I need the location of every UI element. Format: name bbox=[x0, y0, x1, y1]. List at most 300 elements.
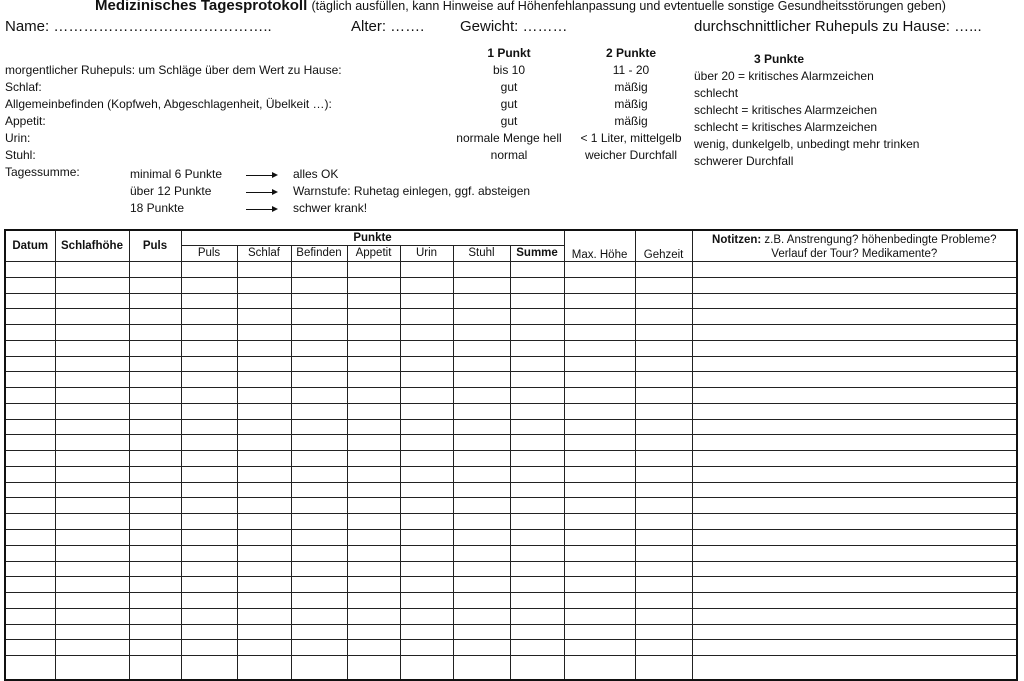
table-cell[interactable] bbox=[55, 498, 129, 514]
table-cell[interactable] bbox=[692, 656, 1017, 680]
table-cell[interactable] bbox=[237, 293, 291, 309]
table-cell[interactable] bbox=[510, 419, 564, 435]
table-cell[interactable] bbox=[181, 498, 237, 514]
table-cell[interactable] bbox=[510, 356, 564, 372]
table-cell[interactable] bbox=[692, 403, 1017, 419]
table-cell[interactable] bbox=[5, 577, 55, 593]
table-cell[interactable] bbox=[237, 388, 291, 404]
table-cell[interactable] bbox=[692, 545, 1017, 561]
table-cell[interactable] bbox=[55, 435, 129, 451]
table-cell[interactable] bbox=[453, 545, 510, 561]
table-cell[interactable] bbox=[453, 593, 510, 609]
table-cell[interactable] bbox=[510, 530, 564, 546]
table-cell[interactable] bbox=[692, 325, 1017, 341]
table-cell[interactable] bbox=[400, 309, 453, 325]
table-cell[interactable] bbox=[510, 262, 564, 278]
table-cell[interactable] bbox=[453, 388, 510, 404]
table-cell[interactable] bbox=[453, 309, 510, 325]
table-cell[interactable] bbox=[453, 356, 510, 372]
table-cell[interactable] bbox=[181, 545, 237, 561]
table-cell[interactable] bbox=[564, 435, 635, 451]
table-cell[interactable] bbox=[692, 340, 1017, 356]
age-field[interactable]: Alter: ……. bbox=[351, 18, 425, 35]
table-cell[interactable] bbox=[564, 340, 635, 356]
table-cell[interactable] bbox=[635, 372, 692, 388]
table-cell[interactable] bbox=[453, 466, 510, 482]
table-cell[interactable] bbox=[692, 514, 1017, 530]
table-cell[interactable] bbox=[55, 514, 129, 530]
table-cell[interactable] bbox=[347, 403, 400, 419]
table-cell[interactable] bbox=[129, 514, 181, 530]
table-cell[interactable] bbox=[129, 530, 181, 546]
table-cell[interactable] bbox=[291, 372, 347, 388]
table-cell[interactable] bbox=[400, 514, 453, 530]
table-cell[interactable] bbox=[55, 593, 129, 609]
table-cell[interactable] bbox=[510, 388, 564, 404]
table-cell[interactable] bbox=[55, 403, 129, 419]
table-cell[interactable] bbox=[55, 388, 129, 404]
table-cell[interactable] bbox=[510, 466, 564, 482]
table-cell[interactable] bbox=[55, 356, 129, 372]
table-cell[interactable] bbox=[692, 593, 1017, 609]
table-cell[interactable] bbox=[400, 356, 453, 372]
table-cell[interactable] bbox=[564, 656, 635, 680]
table-cell[interactable] bbox=[564, 640, 635, 656]
table-cell[interactable] bbox=[510, 640, 564, 656]
table-cell[interactable] bbox=[692, 356, 1017, 372]
table-cell[interactable] bbox=[453, 262, 510, 278]
table-cell[interactable] bbox=[510, 545, 564, 561]
table-cell[interactable] bbox=[635, 309, 692, 325]
table-cell[interactable] bbox=[453, 451, 510, 467]
table-cell[interactable] bbox=[692, 451, 1017, 467]
table-cell[interactable] bbox=[291, 325, 347, 341]
table-cell[interactable] bbox=[453, 561, 510, 577]
table-cell[interactable] bbox=[181, 325, 237, 341]
table-cell[interactable] bbox=[291, 451, 347, 467]
table-cell[interactable] bbox=[55, 466, 129, 482]
table-cell[interactable] bbox=[55, 262, 129, 278]
table-cell[interactable] bbox=[291, 356, 347, 372]
table-cell[interactable] bbox=[237, 530, 291, 546]
table-cell[interactable] bbox=[453, 608, 510, 624]
table-cell[interactable] bbox=[564, 482, 635, 498]
table-cell[interactable] bbox=[692, 435, 1017, 451]
table-cell[interactable] bbox=[400, 640, 453, 656]
table-cell[interactable] bbox=[129, 656, 181, 680]
table-cell[interactable] bbox=[55, 545, 129, 561]
table-cell[interactable] bbox=[237, 419, 291, 435]
table-cell[interactable] bbox=[347, 277, 400, 293]
table-cell[interactable] bbox=[347, 293, 400, 309]
table-cell[interactable] bbox=[129, 388, 181, 404]
table-cell[interactable] bbox=[291, 656, 347, 680]
table-cell[interactable] bbox=[129, 325, 181, 341]
table-cell[interactable] bbox=[635, 262, 692, 278]
table-cell[interactable] bbox=[5, 403, 55, 419]
table-cell[interactable] bbox=[55, 482, 129, 498]
table-cell[interactable] bbox=[55, 325, 129, 341]
table-cell[interactable] bbox=[635, 545, 692, 561]
table-cell[interactable] bbox=[510, 593, 564, 609]
table-cell[interactable] bbox=[400, 561, 453, 577]
table-cell[interactable] bbox=[181, 624, 237, 640]
table-cell[interactable] bbox=[237, 435, 291, 451]
table-cell[interactable] bbox=[347, 593, 400, 609]
table-cell[interactable] bbox=[291, 498, 347, 514]
table-cell[interactable] bbox=[181, 514, 237, 530]
table-cell[interactable] bbox=[635, 325, 692, 341]
resting-pulse-field[interactable]: durchschnittlicher Ruhepuls zu Hause: …... bbox=[694, 18, 982, 35]
table-cell[interactable] bbox=[55, 577, 129, 593]
table-cell[interactable] bbox=[692, 262, 1017, 278]
table-cell[interactable] bbox=[347, 482, 400, 498]
table-cell[interactable] bbox=[692, 419, 1017, 435]
table-cell[interactable] bbox=[237, 466, 291, 482]
table-cell[interactable] bbox=[291, 340, 347, 356]
table-cell[interactable] bbox=[181, 419, 237, 435]
table-cell[interactable] bbox=[347, 608, 400, 624]
table-cell[interactable] bbox=[400, 608, 453, 624]
table-cell[interactable] bbox=[692, 277, 1017, 293]
table-cell[interactable] bbox=[635, 403, 692, 419]
table-cell[interactable] bbox=[400, 466, 453, 482]
table-cell[interactable] bbox=[5, 340, 55, 356]
table-cell[interactable] bbox=[55, 608, 129, 624]
table-cell[interactable] bbox=[5, 435, 55, 451]
table-cell[interactable] bbox=[347, 419, 400, 435]
table-cell[interactable] bbox=[347, 530, 400, 546]
table-cell[interactable] bbox=[510, 309, 564, 325]
table-cell[interactable] bbox=[400, 435, 453, 451]
table-cell[interactable] bbox=[181, 482, 237, 498]
table-cell[interactable] bbox=[291, 530, 347, 546]
table-cell[interactable] bbox=[55, 530, 129, 546]
table-cell[interactable] bbox=[635, 293, 692, 309]
table-cell[interactable] bbox=[237, 403, 291, 419]
table-cell[interactable] bbox=[55, 372, 129, 388]
table-cell[interactable] bbox=[692, 372, 1017, 388]
table-cell[interactable] bbox=[510, 451, 564, 467]
table-cell[interactable] bbox=[635, 388, 692, 404]
table-cell[interactable] bbox=[347, 466, 400, 482]
table-cell[interactable] bbox=[453, 482, 510, 498]
table-cell[interactable] bbox=[5, 356, 55, 372]
table-cell[interactable] bbox=[347, 340, 400, 356]
table-cell[interactable] bbox=[5, 640, 55, 656]
table-cell[interactable] bbox=[5, 293, 55, 309]
table-cell[interactable] bbox=[400, 419, 453, 435]
table-cell[interactable] bbox=[5, 372, 55, 388]
table-cell[interactable] bbox=[400, 545, 453, 561]
table-cell[interactable] bbox=[237, 372, 291, 388]
table-cell[interactable] bbox=[291, 403, 347, 419]
table-cell[interactable] bbox=[564, 372, 635, 388]
table-cell[interactable] bbox=[453, 530, 510, 546]
table-cell[interactable] bbox=[347, 514, 400, 530]
table-cell[interactable] bbox=[510, 577, 564, 593]
table-cell[interactable] bbox=[5, 325, 55, 341]
table-cell[interactable] bbox=[453, 435, 510, 451]
table-cell[interactable] bbox=[400, 451, 453, 467]
table-cell[interactable] bbox=[291, 309, 347, 325]
table-cell[interactable] bbox=[181, 530, 237, 546]
table-cell[interactable] bbox=[510, 277, 564, 293]
table-cell[interactable] bbox=[400, 482, 453, 498]
table-cell[interactable] bbox=[237, 498, 291, 514]
table-cell[interactable] bbox=[692, 309, 1017, 325]
table-cell[interactable] bbox=[453, 419, 510, 435]
table-cell[interactable] bbox=[55, 451, 129, 467]
table-cell[interactable] bbox=[181, 403, 237, 419]
table-cell[interactable] bbox=[510, 656, 564, 680]
table-cell[interactable] bbox=[400, 372, 453, 388]
table-cell[interactable] bbox=[237, 593, 291, 609]
table-cell[interactable] bbox=[347, 309, 400, 325]
table-cell[interactable] bbox=[510, 608, 564, 624]
table-cell[interactable] bbox=[635, 498, 692, 514]
table-cell[interactable] bbox=[564, 262, 635, 278]
table-cell[interactable] bbox=[692, 640, 1017, 656]
table-cell[interactable] bbox=[5, 451, 55, 467]
table-cell[interactable] bbox=[129, 419, 181, 435]
table-cell[interactable] bbox=[453, 277, 510, 293]
table-cell[interactable] bbox=[291, 262, 347, 278]
table-cell[interactable] bbox=[635, 419, 692, 435]
table-cell[interactable] bbox=[181, 277, 237, 293]
table-cell[interactable] bbox=[181, 293, 237, 309]
table-cell[interactable] bbox=[564, 624, 635, 640]
table-cell[interactable] bbox=[55, 561, 129, 577]
table-cell[interactable] bbox=[453, 640, 510, 656]
table-cell[interactable] bbox=[129, 403, 181, 419]
table-cell[interactable] bbox=[564, 388, 635, 404]
table-cell[interactable] bbox=[5, 498, 55, 514]
table-cell[interactable] bbox=[181, 372, 237, 388]
table-cell[interactable] bbox=[129, 498, 181, 514]
table-cell[interactable] bbox=[692, 561, 1017, 577]
table-cell[interactable] bbox=[635, 608, 692, 624]
table-cell[interactable] bbox=[237, 514, 291, 530]
table-cell[interactable] bbox=[5, 482, 55, 498]
table-cell[interactable] bbox=[291, 640, 347, 656]
table-cell[interactable] bbox=[564, 593, 635, 609]
table-cell[interactable] bbox=[564, 498, 635, 514]
table-cell[interactable] bbox=[564, 577, 635, 593]
table-cell[interactable] bbox=[564, 514, 635, 530]
table-cell[interactable] bbox=[129, 277, 181, 293]
table-cell[interactable] bbox=[453, 656, 510, 680]
table-cell[interactable] bbox=[291, 561, 347, 577]
table-cell[interactable] bbox=[692, 608, 1017, 624]
table-cell[interactable] bbox=[692, 466, 1017, 482]
table-cell[interactable] bbox=[181, 466, 237, 482]
table-cell[interactable] bbox=[129, 293, 181, 309]
table-cell[interactable] bbox=[129, 577, 181, 593]
table-cell[interactable] bbox=[55, 277, 129, 293]
table-cell[interactable] bbox=[564, 530, 635, 546]
table-cell[interactable] bbox=[237, 608, 291, 624]
table-cell[interactable] bbox=[400, 388, 453, 404]
table-cell[interactable] bbox=[55, 624, 129, 640]
table-cell[interactable] bbox=[510, 561, 564, 577]
table-cell[interactable] bbox=[237, 262, 291, 278]
table-cell[interactable] bbox=[291, 293, 347, 309]
table-cell[interactable] bbox=[55, 293, 129, 309]
table-cell[interactable] bbox=[692, 624, 1017, 640]
table-cell[interactable] bbox=[510, 482, 564, 498]
table-cell[interactable] bbox=[5, 530, 55, 546]
table-cell[interactable] bbox=[129, 466, 181, 482]
table-cell[interactable] bbox=[129, 356, 181, 372]
table-cell[interactable] bbox=[181, 388, 237, 404]
table-cell[interactable] bbox=[237, 656, 291, 680]
table-cell[interactable] bbox=[181, 656, 237, 680]
table-cell[interactable] bbox=[453, 403, 510, 419]
table-cell[interactable] bbox=[181, 608, 237, 624]
table-cell[interactable] bbox=[347, 624, 400, 640]
table-cell[interactable] bbox=[291, 277, 347, 293]
table-cell[interactable] bbox=[237, 482, 291, 498]
table-cell[interactable] bbox=[181, 451, 237, 467]
table-cell[interactable] bbox=[181, 640, 237, 656]
table-cell[interactable] bbox=[564, 277, 635, 293]
table-cell[interactable] bbox=[181, 435, 237, 451]
table-cell[interactable] bbox=[5, 656, 55, 680]
table-cell[interactable] bbox=[635, 593, 692, 609]
table-cell[interactable] bbox=[564, 545, 635, 561]
table-cell[interactable] bbox=[181, 577, 237, 593]
table-cell[interactable] bbox=[347, 640, 400, 656]
table-cell[interactable] bbox=[291, 388, 347, 404]
table-cell[interactable] bbox=[129, 593, 181, 609]
table-cell[interactable] bbox=[237, 561, 291, 577]
table-cell[interactable] bbox=[237, 356, 291, 372]
table-cell[interactable] bbox=[291, 482, 347, 498]
table-cell[interactable] bbox=[291, 577, 347, 593]
table-cell[interactable] bbox=[453, 514, 510, 530]
table-cell[interactable] bbox=[400, 593, 453, 609]
table-cell[interactable] bbox=[453, 325, 510, 341]
table-cell[interactable] bbox=[181, 561, 237, 577]
table-cell[interactable] bbox=[347, 325, 400, 341]
table-cell[interactable] bbox=[635, 451, 692, 467]
table-cell[interactable] bbox=[635, 466, 692, 482]
table-cell[interactable] bbox=[181, 262, 237, 278]
table-cell[interactable] bbox=[129, 340, 181, 356]
table-cell[interactable] bbox=[692, 388, 1017, 404]
table-cell[interactable] bbox=[453, 372, 510, 388]
table-cell[interactable] bbox=[400, 624, 453, 640]
table-cell[interactable] bbox=[129, 561, 181, 577]
table-cell[interactable] bbox=[400, 656, 453, 680]
table-cell[interactable] bbox=[5, 561, 55, 577]
table-cell[interactable] bbox=[635, 656, 692, 680]
table-cell[interactable] bbox=[635, 277, 692, 293]
table-cell[interactable] bbox=[5, 514, 55, 530]
table-cell[interactable] bbox=[692, 293, 1017, 309]
table-cell[interactable] bbox=[564, 561, 635, 577]
table-cell[interactable] bbox=[129, 482, 181, 498]
table-cell[interactable] bbox=[291, 435, 347, 451]
table-cell[interactable] bbox=[453, 577, 510, 593]
table-cell[interactable] bbox=[635, 577, 692, 593]
table-cell[interactable] bbox=[692, 498, 1017, 514]
table-cell[interactable] bbox=[347, 356, 400, 372]
table-cell[interactable] bbox=[635, 640, 692, 656]
table-cell[interactable] bbox=[400, 293, 453, 309]
name-field[interactable]: Name: …………………………………….. bbox=[5, 18, 272, 35]
table-cell[interactable] bbox=[400, 325, 453, 341]
table-cell[interactable] bbox=[635, 482, 692, 498]
table-cell[interactable] bbox=[237, 545, 291, 561]
table-cell[interactable] bbox=[347, 498, 400, 514]
table-cell[interactable] bbox=[129, 608, 181, 624]
table-cell[interactable] bbox=[55, 640, 129, 656]
table-cell[interactable] bbox=[129, 309, 181, 325]
table-cell[interactable] bbox=[510, 624, 564, 640]
table-cell[interactable] bbox=[453, 293, 510, 309]
table-cell[interactable] bbox=[510, 514, 564, 530]
table-cell[interactable] bbox=[55, 340, 129, 356]
table-cell[interactable] bbox=[400, 577, 453, 593]
table-cell[interactable] bbox=[692, 482, 1017, 498]
table-cell[interactable] bbox=[129, 435, 181, 451]
table-cell[interactable] bbox=[5, 262, 55, 278]
table-cell[interactable] bbox=[510, 293, 564, 309]
table-cell[interactable] bbox=[55, 419, 129, 435]
table-cell[interactable] bbox=[237, 309, 291, 325]
weight-field[interactable]: Gewicht: ……… bbox=[460, 18, 568, 35]
table-cell[interactable] bbox=[453, 340, 510, 356]
table-cell[interactable] bbox=[5, 419, 55, 435]
table-cell[interactable] bbox=[5, 624, 55, 640]
table-cell[interactable] bbox=[347, 451, 400, 467]
table-cell[interactable] bbox=[635, 356, 692, 372]
table-cell[interactable] bbox=[237, 340, 291, 356]
table-cell[interactable] bbox=[237, 451, 291, 467]
table-cell[interactable] bbox=[291, 419, 347, 435]
table-cell[interactable] bbox=[5, 593, 55, 609]
table-cell[interactable] bbox=[635, 514, 692, 530]
table-cell[interactable] bbox=[635, 340, 692, 356]
table-cell[interactable] bbox=[347, 262, 400, 278]
table-cell[interactable] bbox=[291, 514, 347, 530]
table-cell[interactable] bbox=[347, 545, 400, 561]
table-cell[interactable] bbox=[400, 530, 453, 546]
table-cell[interactable] bbox=[564, 293, 635, 309]
table-cell[interactable] bbox=[347, 388, 400, 404]
table-cell[interactable] bbox=[129, 262, 181, 278]
table-cell[interactable] bbox=[564, 309, 635, 325]
table-cell[interactable] bbox=[237, 577, 291, 593]
table-cell[interactable] bbox=[129, 545, 181, 561]
table-cell[interactable] bbox=[291, 624, 347, 640]
table-cell[interactable] bbox=[347, 372, 400, 388]
table-cell[interactable] bbox=[5, 388, 55, 404]
table-cell[interactable] bbox=[291, 466, 347, 482]
table-cell[interactable] bbox=[400, 403, 453, 419]
table-cell[interactable] bbox=[347, 577, 400, 593]
table-cell[interactable] bbox=[347, 656, 400, 680]
table-cell[interactable] bbox=[55, 656, 129, 680]
table-cell[interactable] bbox=[129, 640, 181, 656]
table-cell[interactable] bbox=[400, 498, 453, 514]
table-cell[interactable] bbox=[5, 309, 55, 325]
table-cell[interactable] bbox=[400, 340, 453, 356]
table-cell[interactable] bbox=[564, 451, 635, 467]
table-cell[interactable] bbox=[181, 593, 237, 609]
